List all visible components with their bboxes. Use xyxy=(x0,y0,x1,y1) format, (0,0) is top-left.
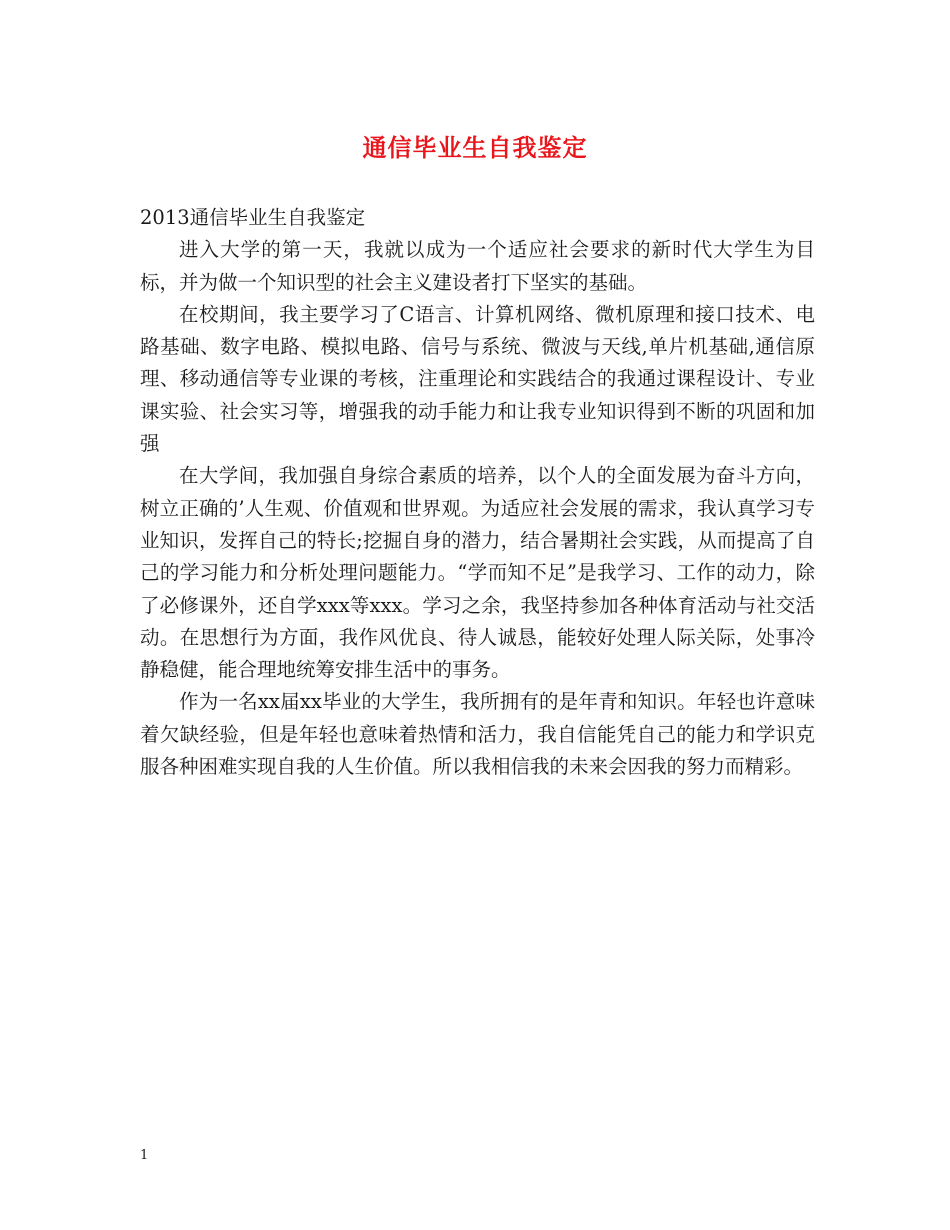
paragraph: 在大学间，我加强自身综合素质的培养，以个人的全面发展为奋斗方向，树立正确的’人生观、价值观和世界观。为适应社会发展的需求，我认真学习专业知识，发挥自己的特长;挖掘自身的潜力，结合暑期社会实践，从而提高了自己的学习能力和分析处理问题能力。“学而知不足”是我学习、工作的动力，除了必修课外，还自学xxx等xxx。学习之余，我坚持参加各种体育活动与社交活动。在思想行为方面，我作风优良、待人诚恳，能较好处理人际关际，处事冷静稳健，能合理地统筹安排生活中的事务。 xyxy=(140,464,815,682)
document-title: 通信毕业生自我鉴定 xyxy=(362,133,588,162)
document-body xyxy=(140,202,815,783)
paragraph: 在校期间，我主要学习了C语言、计算机网络、微机原理和接口技术、电路基础、数字电路、模拟电路、信号与系统、微波与天线,单片机基础,通信原理、移动通信等专业课的考核，注重理论和实践结合的我通过课程设计、专业课实验、社会实习等，增强我的动手能力和让我专业知识得到不断的巩固和加强 xyxy=(140,302,815,456)
page-number: 1 xyxy=(140,1148,149,1163)
paragraph: 作为一名xx届xx毕业的大学生，我所拥有的是年青和知识。年轻也许意味着欠缺经验，但是年轻也意味着热情和活力，我自信能凭自己的能力和学识克服各种困难实现自我的人生价值。所以我相信我的未来会因我的努力而精彩。 xyxy=(140,690,815,779)
paragraph: 进入大学的第一天，我就以成为一个适应社会要求的新时代大学生为目标，并为做一个知识型的社会主义建设者打下坚实的基础。 xyxy=(140,238,815,294)
document-subtitle: 2013通信毕业生自我鉴定 xyxy=(140,206,366,229)
